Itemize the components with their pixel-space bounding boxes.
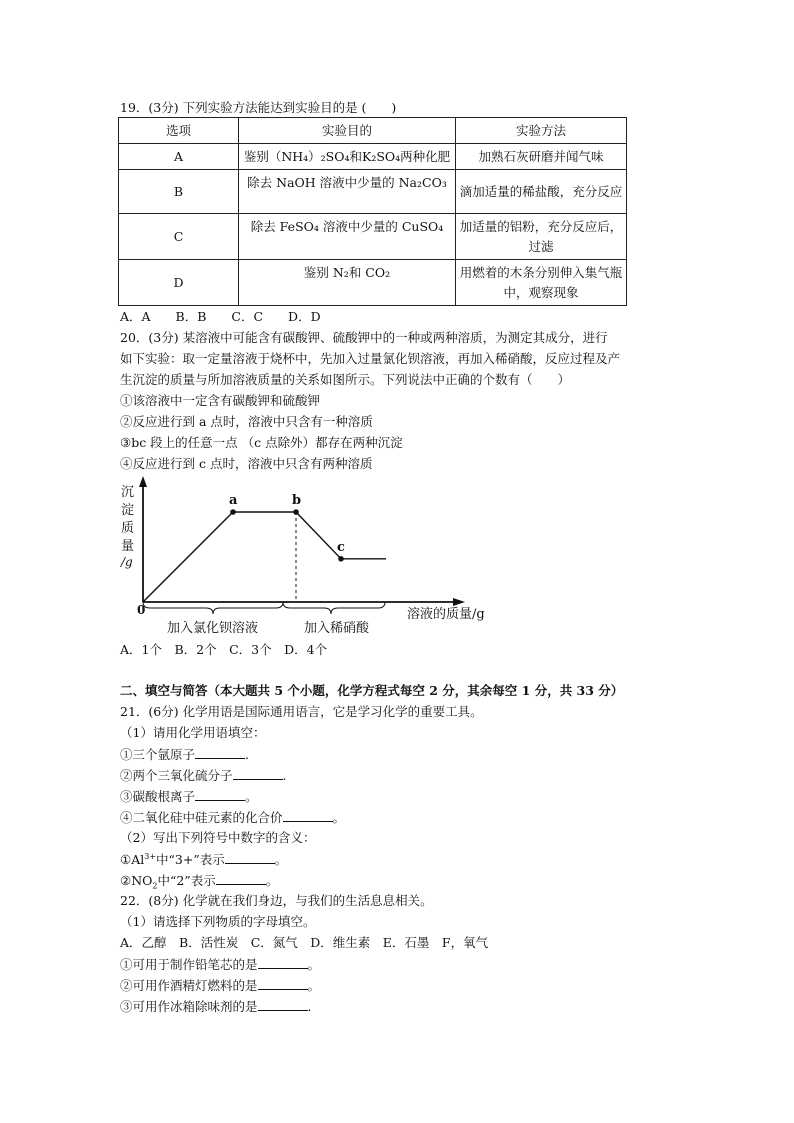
point-b-label: b <box>292 493 302 508</box>
row-b-method: 滴加适量的稀盐酸，充分反应 <box>456 170 627 214</box>
y-label-char-3: 质 <box>121 521 135 536</box>
row-d-method: 用燃着的木条分别伸入集气瓶中，观察现象 <box>456 260 627 306</box>
y-label-char-2: 淀 <box>121 503 135 518</box>
point-c-marker <box>338 556 344 562</box>
row-a-option: A <box>119 144 239 170</box>
header-goal: 实验目的 <box>239 118 456 144</box>
y-label-char-4: 量 <box>121 539 135 554</box>
y-axis-arrow <box>139 476 147 487</box>
q22-part1: （1）请选择下列物质的字母填空。 <box>120 914 316 929</box>
q20-statement-2: ②反应进行到 a 点时，溶液中只含有一种溶质 <box>120 414 373 429</box>
header-method: 实验方法 <box>456 118 627 144</box>
q22-stem: 22．(8分) 化学就在我们身边，与我们的生活息息相关。 <box>120 893 433 908</box>
point-a-label: a <box>229 493 238 508</box>
q19-choices: A．A B．B C．C D．D <box>120 309 321 324</box>
row-b-goal: 除去 NaOH 溶液中少量的 Na₂CO₃ <box>239 170 456 214</box>
q19-table <box>118 117 627 306</box>
q20-stem-line3: 生沉淀的质量与所加溶液质量的关系如图所示。下列说法中正确的个数有（ ） <box>120 372 571 387</box>
q20-statement-3: ③bc 段上的任意一点 （c 点除外）都存在两种沉淀 <box>120 435 403 450</box>
row-a-method: 加熟石灰研磨并闻气味 <box>456 144 627 170</box>
row-c-method: 加适量的铝粉，充分反应后，过滤 <box>456 214 627 260</box>
row-a-goal: 鉴别（NH₄）₂SO₄和K₂SO₄两种化肥 <box>239 144 456 170</box>
answer-blank[interactable] <box>195 786 245 801</box>
q20-statement-1: ①该溶液中一定含有碳酸钾和硫酸钾 <box>120 393 321 408</box>
answer-blank[interactable] <box>195 744 245 759</box>
point-a-marker <box>230 509 236 515</box>
q21-item-5: $①Al^{3+}$中“3+”表示 。 <box>120 849 287 870</box>
answer-blank[interactable] <box>225 849 275 864</box>
q20-choices: A．1个 B．2个 C．3个 D．4个 <box>120 642 328 657</box>
q21-item-6: $②NO_2$中“2”表示 。 <box>120 870 278 891</box>
section-heading: 二、填空与简答（本大题共 5 个小题，化学方程式每空 2 分，其余每空 1 分，共 33 分） <box>120 683 624 698</box>
x-axis-arrow <box>453 598 465 606</box>
y-label-unit: /g <box>121 555 133 569</box>
brace-bacl2 <box>143 602 283 614</box>
table-header-row <box>119 118 627 144</box>
q20-stem-line1: 20．(3分) 某溶液中可能含有碳酸钾、硫酸钾中的一种或两种溶质，为测定其成分，进行 <box>120 330 608 345</box>
q21-item-3: ③碳酸根离子 。 <box>120 786 258 807</box>
q21-stem: 21．(6分) 化学用语是国际通用语言，它是学习化学的重要工具。 <box>120 704 483 719</box>
q19-stem: 19．(3分) 下列实验方法能达到实验目的是 ( ) <box>120 100 397 115</box>
answer-blank[interactable] <box>216 870 266 885</box>
q21-item-4: ④二氧化硅中硅元素的化合价 。 <box>120 807 345 828</box>
brace-label-bacl2: 加入氯化钡溶液 <box>167 621 259 636</box>
row-c-goal: 除去 FeSO₄ 溶液中少量的 CuSO₄ <box>239 214 456 260</box>
header-option: 选项 <box>119 118 239 144</box>
q21-part1: （1）请用化学用语填空： <box>120 725 266 740</box>
q22-options: A．乙醇 B．活性炭 C．氮气 D．维生素 E．石墨 F，氧气 <box>120 935 489 950</box>
table-row <box>119 214 627 260</box>
q21-item-2: ②两个三氧化硫分子 . <box>120 765 287 786</box>
answer-blank[interactable] <box>258 975 308 990</box>
table-row <box>119 170 627 214</box>
q21-part2: （2）写出下列符号中数字的含义： <box>120 830 316 845</box>
brace-label-hno3: 加入稀硝酸 <box>304 621 370 636</box>
row-c-option: C <box>119 214 239 260</box>
q22-item-1: ①可用于制作铅笔芯的是 。 <box>120 954 320 975</box>
row-d-goal: 鉴别 N₂和 CO₂ <box>239 260 456 306</box>
answer-blank[interactable] <box>283 807 333 822</box>
q20-statement-4: ④反应进行到 c 点时，溶液中只含有两种溶质 <box>120 456 373 471</box>
answer-blank[interactable] <box>258 996 308 1011</box>
answer-blank[interactable] <box>258 954 308 969</box>
point-c-label: c <box>337 539 345 555</box>
origin-label: 0 <box>137 603 146 617</box>
q20-chart <box>110 474 500 644</box>
q20-stem-line2: 如下实验：取一定量溶液于烧杯中，先加入过量氯化钡溶液，再加入稀硝酸，反应过程及产 <box>120 351 621 366</box>
answer-blank[interactable] <box>233 765 283 780</box>
q22-item-2: ②可用作酒精灯燃料的是 。 <box>120 975 320 996</box>
row-d-option: D <box>119 260 239 306</box>
point-b-marker <box>293 509 299 515</box>
y-label-char-1: 沉 <box>121 485 135 500</box>
row-b-option: B <box>119 170 239 214</box>
q22-item-3: ③可用作冰箱除味剂的是 . <box>120 996 312 1017</box>
table-row <box>119 260 627 306</box>
brace-hno3 <box>283 602 385 614</box>
series-line <box>143 512 386 602</box>
q21-item-1: ①三个氩原子 . <box>120 744 249 765</box>
table-row <box>119 144 627 170</box>
x-axis-label: 溶液的质量/g <box>407 607 485 622</box>
